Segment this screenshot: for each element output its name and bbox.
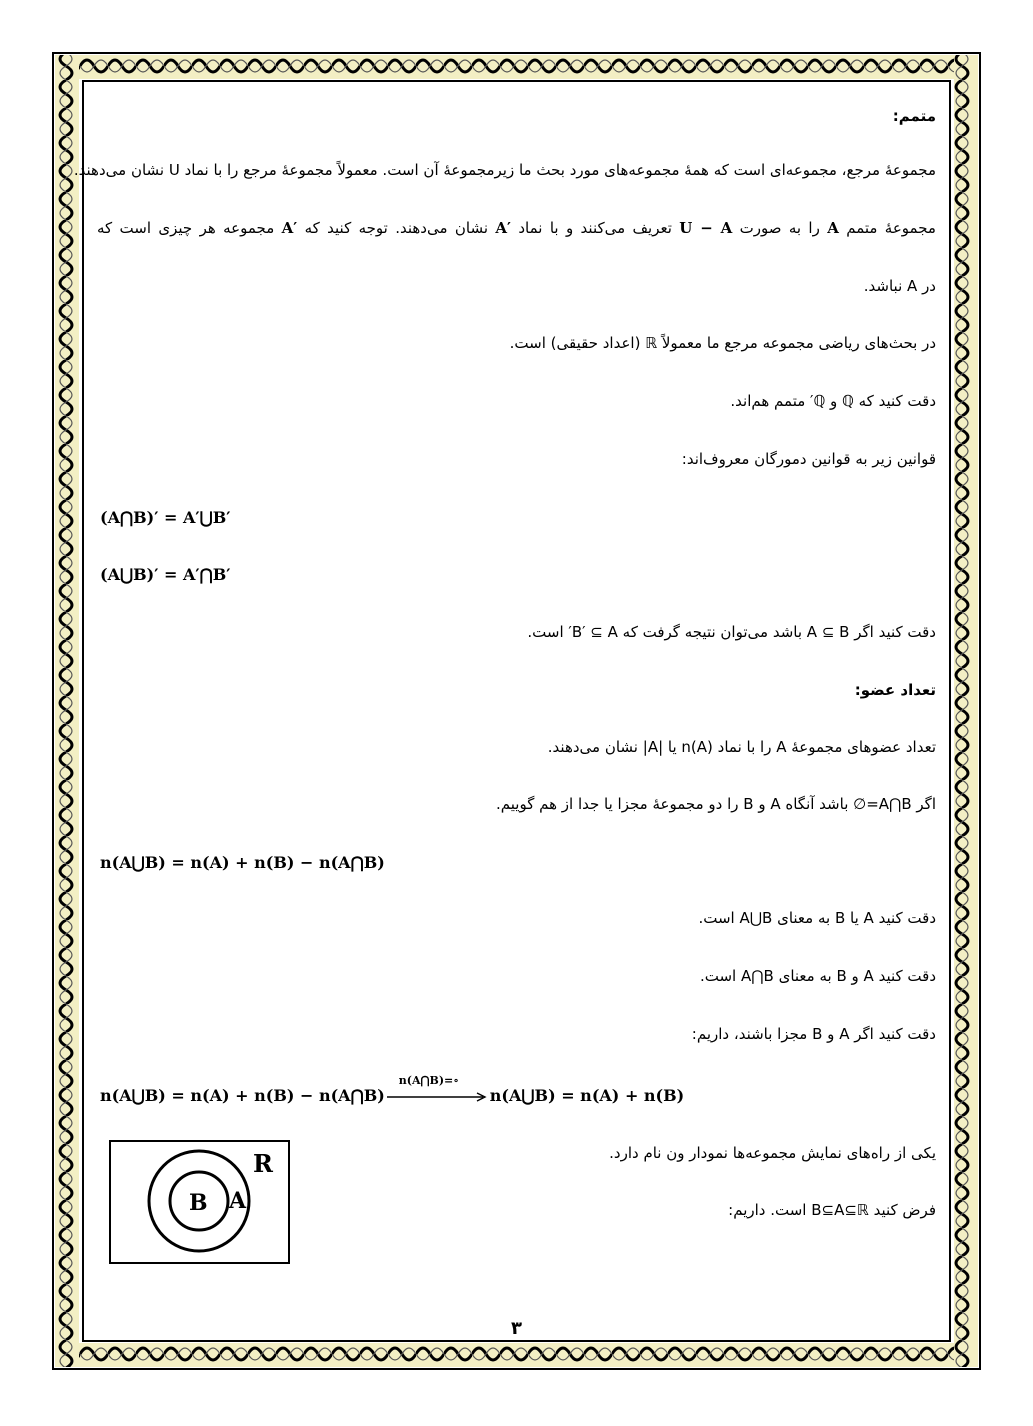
section-heading-complement: متمم: (892, 107, 936, 125)
formula-disjoint-derivation (100, 1073, 685, 1107)
venn-diagram (109, 1140, 290, 1264)
paragraph-complement-definition (97, 218, 936, 238)
formula-right: n(A⋃B) = n(A) + n(B) (489, 1086, 685, 1105)
page-number: ۳ (511, 1318, 522, 1339)
paragraph-and-intersection: دقت کنید A و B به معنای A⋂B است. (699, 967, 936, 985)
text-segment: نشان می‌دهند. توجه کنید که (304, 219, 489, 237)
paragraph-disjoint-definition: اگر A⋂B=∅ باشد آنگاه A و B را دو مجموعهٔ مجزا یا جدا از هم گوییم. (496, 795, 936, 813)
math-A: A (827, 219, 839, 237)
paragraph-or-union: دقت کنید A یا B به معنای A⋃B است. (698, 909, 936, 927)
text-segment: را به صورت (739, 219, 820, 237)
venn-label-B: B (189, 1190, 208, 1216)
paragraph-universal-set: مجموعهٔ مرجع، مجموعه‌ای است که همهٔ مجموعه‌های مورد بحث ما زیرمجموعهٔ آن است. معمولاً مجموعهٔ مرجع را با نماد U نشان می‌دهند. (73, 161, 936, 179)
paragraph-disjoint-intro: دقت کنید اگر A و B مجزا باشند، داریم: (691, 1025, 936, 1043)
arrow-label: n(A⋂B)=∘ (398, 1073, 459, 1087)
paragraph-reals-universal: در بحث‌های ریاضی مجموعه مرجع ما معمولاً ℝ (اعداد حقیقی) است. (509, 334, 936, 352)
paragraph-complement-continued: در A نباشد. (863, 277, 936, 295)
formula-union-count: n(A⋃B) = n(A) + n(B) − n(A⋂B) (100, 853, 385, 872)
paragraph-subset-chain: فرض کنید B⊆A⊆ℝ است. داریم: (728, 1201, 936, 1219)
paragraph-venn-intro: یکی از راه‌های نمایش مجموعه‌ها نمودار ون نام دارد. (609, 1144, 936, 1162)
math-A-prime: A′ (281, 219, 298, 237)
formula-demorgan-2: (A⋃B)′ = A′⋂B′ (100, 565, 231, 584)
math-U-minus-A: U − A (679, 219, 733, 237)
paragraph-cardinality: تعداد عضوهای مجموعهٔ A را با نماد n(A) یا |A| نشان می‌دهند. (547, 738, 936, 756)
text-segment: مجموعهٔ متمم (846, 219, 936, 237)
implication-arrow (385, 1073, 490, 1107)
paragraph-subset-complement: دقت کنید اگر A ⊆ B باشد می‌توان نتیجه گرفت که B′ ⊆ A′ است. (527, 623, 936, 641)
text-segment: تعریف می‌کنند و با نماد (518, 219, 672, 237)
venn-label-A: A (229, 1188, 247, 1214)
text-segment: مجموعه هر چیزی است که (97, 219, 275, 237)
venn-label-R: R (253, 1149, 273, 1178)
formula-left: n(A⋃B) = n(A) + n(B) − n(A⋂B) (100, 1086, 385, 1105)
formula-demorgan-1: (A⋂B)′ = A′⋃B′ (100, 508, 231, 527)
section-heading-count: تعداد عضو: (854, 681, 936, 699)
paragraph-rationals-complement: دقت کنید که ℚ و ℚ′ متمم هم‌اند. (730, 392, 936, 410)
paragraph-demorgan-intro: قوانین زیر به قوانین دمورگان معروف‌اند: (681, 450, 936, 468)
math-A-prime: A′ (495, 219, 511, 237)
